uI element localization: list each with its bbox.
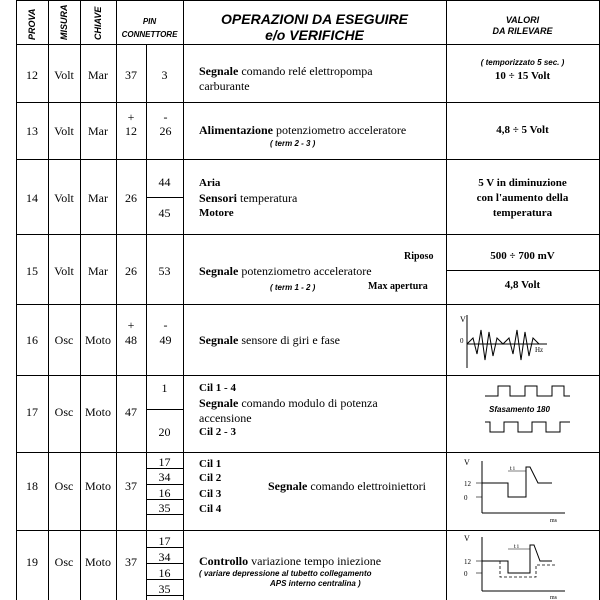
injector-waveform-icon [460, 455, 570, 527]
operation-note: ( term 2 - 3 ) [270, 139, 316, 148]
chiave-cell: Mar [88, 68, 108, 82]
misura-cell: Osc [54, 405, 74, 419]
operation-text: Sensori temperatura [199, 191, 298, 205]
prova-cell: 15 [26, 264, 38, 278]
header-operazioni: OPERAZIONI DA ESEGUIRE [221, 11, 408, 27]
pin2-cell: 53 [158, 264, 171, 278]
operation-text: Aria [199, 177, 221, 189]
chiave-cell: Mar [88, 264, 108, 278]
cylinder-label: Cil 1 [199, 458, 222, 470]
grid-line [16, 234, 600, 235]
prova-cell: 12 [26, 68, 38, 82]
grid-line [16, 375, 600, 376]
operation-note: APS interno centralina ) [270, 579, 361, 588]
operation-label-riposo: Riposo [404, 251, 434, 262]
grid-line [16, 452, 600, 453]
operation-text: Cil 2 - 3 [199, 426, 236, 438]
chiave-cell: Mar [88, 191, 108, 205]
header-misura: MISURA [59, 4, 69, 40]
misura-cell: Volt [54, 68, 74, 82]
wave-axis-label: 0 [464, 570, 468, 578]
operation-text: Cil 1 - 4 [199, 382, 236, 394]
operation-text: Controllo variazione tempo iniezione [199, 554, 382, 568]
wave-axis-label: V [464, 458, 470, 467]
pin-cell: 17 [158, 455, 171, 469]
pin-cell: 16 [158, 486, 171, 500]
operation-text-line2: carburante [199, 79, 250, 93]
wave-axis-label: ms [550, 595, 558, 600]
grid-line [16, 0, 17, 600]
pin1-cell: 26 [125, 191, 137, 205]
wave-axis-label: t i [510, 466, 515, 472]
pin-cell: 35 [158, 582, 171, 596]
grid-line [183, 0, 184, 600]
pin2-cell: 26 [159, 124, 172, 138]
cylinder-label: Cil 3 [199, 488, 222, 500]
wave-axis-label: V [460, 315, 466, 324]
pin1-cell: 26 [125, 264, 137, 278]
value-note: ( temporizzato 5 sec. ) [480, 58, 565, 67]
header-valori: VALORI [505, 15, 540, 25]
grid-line [16, 44, 600, 45]
pin1-cell: 37 [125, 555, 137, 569]
pin2-cell: 49 [159, 333, 172, 347]
pin1-cell: 37 [125, 479, 137, 493]
sensor-waveform-icon [455, 310, 555, 370]
header-connettore: CONNETTORE [121, 30, 178, 39]
chiave-cell: Mar [88, 124, 108, 138]
wave-label: Sfasamento 180 [489, 405, 550, 414]
prova-cell: 16 [26, 333, 38, 347]
pin-cell: 35 [158, 501, 171, 515]
pin2-sign: - [163, 110, 168, 124]
header-verifiche: e/o VERIFICHE [265, 27, 364, 43]
wave-axis-label: t i [514, 544, 519, 550]
value-text: 4,8 Volt [504, 279, 541, 291]
pin1-sign: + [127, 318, 135, 332]
grid-line [16, 530, 600, 531]
wave-axis-label: 12 [464, 480, 471, 488]
grid-line [146, 197, 183, 198]
grid-line [80, 0, 81, 600]
chiave-cell: Moto [84, 405, 111, 419]
pin1-sign: + [127, 110, 135, 124]
value-text: 500 ÷ 700 mV [490, 250, 555, 262]
operation-text: Segnale sensore di giri e fase [199, 333, 340, 347]
pin1-cell: 12 [125, 124, 137, 138]
grid-line [116, 0, 117, 600]
pin1-cell: 37 [125, 68, 137, 82]
pin1-cell: 47 [125, 405, 137, 419]
operation-text: accensione [199, 411, 252, 425]
pin2-sign: - [163, 318, 168, 332]
pin2-cell: 44 [158, 175, 171, 189]
wave-axis-label: 12 [464, 558, 471, 566]
wave-axis-label: 0 [464, 494, 468, 502]
value-text: 4,8 ÷ 5 Volt [496, 124, 549, 136]
grid-line [16, 0, 600, 1]
misura-cell: Osc [54, 479, 74, 493]
operation-note: ( term 1 - 2 ) [270, 283, 316, 292]
wave-axis-label: ms [550, 518, 558, 524]
prova-cell: 18 [26, 479, 38, 493]
misura-cell: Osc [54, 555, 74, 569]
header-prova: PROVA [27, 8, 37, 40]
grid-line [16, 102, 600, 103]
value-text: temperatura [492, 207, 553, 219]
chiave-cell: Moto [84, 333, 111, 347]
prova-cell: 17 [26, 405, 38, 419]
operation-text: Segnale comando relé elettropompa [199, 64, 373, 78]
pin2-cell: 20 [158, 425, 171, 439]
wave-axis-label: V [464, 534, 470, 543]
pin-cell: 16 [158, 566, 171, 580]
prova-cell: 13 [26, 124, 38, 138]
injection-time-waveform-icon [460, 533, 570, 600]
pin-cell: 34 [158, 550, 171, 564]
misura-cell: Volt [54, 264, 74, 278]
pin2-cell: 3 [161, 68, 168, 82]
grid-line [146, 44, 147, 600]
operation-text: Alimentazione potenziometro acceleratore [199, 123, 407, 137]
misura-cell: Volt [54, 191, 74, 205]
grid-line [146, 409, 183, 410]
pin-cell: 34 [158, 470, 171, 484]
operation-label-max: Max apertura [368, 281, 428, 292]
wave-axis-label: Hz [535, 346, 544, 354]
header-chiave: CHIAVE [93, 6, 103, 40]
prova-cell: 14 [26, 191, 38, 205]
operation-note: ( variare depressione al tubetto collegamento [199, 569, 372, 578]
prova-cell: 19 [26, 555, 38, 569]
grid-line [48, 0, 49, 600]
cylinder-label: Cil 2 [199, 472, 222, 484]
value-text: con l'aumento della [476, 192, 569, 204]
header-rilevare: DA RILEVARE [492, 26, 553, 36]
operation-text: Segnale comando elettroiniettori [268, 479, 426, 493]
grid-line [16, 159, 600, 160]
grid-line [446, 0, 447, 600]
ignition-waveform-icon [480, 380, 575, 436]
pin2-cell: 1 [161, 381, 168, 395]
pin-cell: 17 [158, 534, 171, 548]
operation-text: Segnale comando modulo di potenza [199, 396, 378, 410]
pin1-cell: 48 [125, 333, 137, 347]
misura-cell: Volt [54, 124, 74, 138]
misura-cell: Osc [54, 333, 74, 347]
chiave-cell: Moto [84, 479, 111, 493]
grid-line [16, 304, 600, 305]
operation-text: Segnale potenziometro acceleratore [199, 264, 372, 278]
grid-line [446, 270, 599, 271]
cylinder-label: Cil 4 [199, 503, 222, 515]
wave-axis-label: 0 [460, 337, 464, 345]
operation-text: Motore [199, 207, 234, 219]
pin2-cell: 45 [158, 206, 171, 220]
value-text: 10 ÷ 15 Volt [494, 70, 551, 82]
chiave-cell: Moto [84, 555, 111, 569]
value-text: 5 V in diminuzione [478, 177, 567, 189]
header-pin: PIN [142, 17, 157, 26]
